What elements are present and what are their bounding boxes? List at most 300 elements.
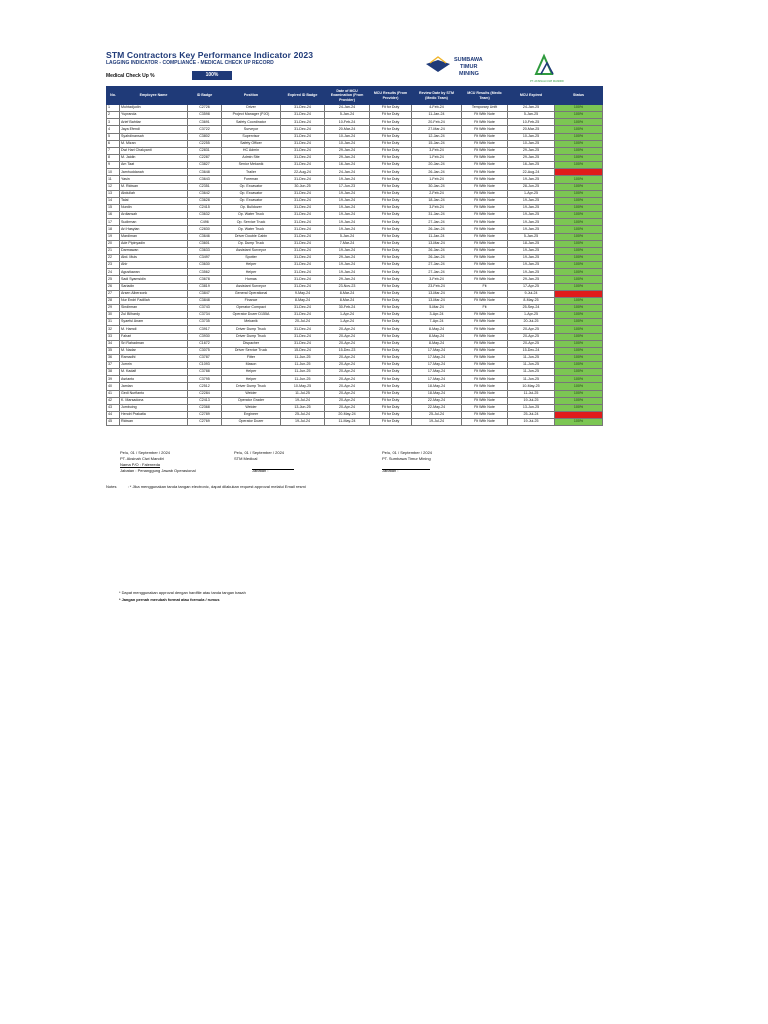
cell-expired-id[interactable]: 31-Dec-24 — [281, 105, 325, 112]
cell-mcu-expired[interactable]: 19-Jan-25 — [508, 262, 555, 269]
cell-mcu-result[interactable]: Fit for Duty — [370, 304, 412, 311]
table-row[interactable] — [107, 376, 603, 383]
table-row[interactable] — [107, 240, 603, 247]
cell-employee-name[interactable]: Jamlan — [120, 383, 188, 390]
table-row[interactable] — [107, 133, 603, 140]
cell-mcu-date[interactable]: 20-Apr-24 — [325, 340, 370, 347]
cell-mcu-expired[interactable]: 8-May-25 — [508, 297, 555, 304]
cell-review-date[interactable]: 3-Feb-24 — [412, 147, 462, 154]
cell-status[interactable] — [555, 412, 603, 419]
cell-mcu-expired[interactable]: 10-May-25 — [508, 383, 555, 390]
cell-employee-name[interactable]: Arsen Alberzonk — [120, 290, 188, 297]
table-row[interactable] — [107, 197, 603, 204]
cell-review-date[interactable]: 3-Apr-24 — [412, 312, 462, 319]
cell-medic-result[interactable]: Fit With Note — [462, 240, 508, 247]
cell-status[interactable]: 100% — [555, 326, 603, 333]
cell-review-date[interactable]: 3-Feb-24 — [412, 204, 462, 211]
cell-position[interactable]: HC Admin — [222, 147, 281, 154]
cell-review-date[interactable]: 17-May-24 — [412, 354, 462, 361]
cell-review-date[interactable]: 1-Feb-24 — [412, 176, 462, 183]
cell-review-date[interactable]: 23-Feb-24 — [412, 283, 462, 290]
cell-expired-id[interactable]: 31-Dec-24 — [281, 254, 325, 261]
cell-status[interactable]: 100% — [555, 283, 603, 290]
cell-expired-id[interactable]: 31-Dec-24 — [281, 140, 325, 147]
cell-employee-name[interactable]: Talal — [120, 197, 188, 204]
cell-id-badge[interactable]: C3848 — [188, 297, 222, 304]
table-row[interactable] — [107, 297, 603, 304]
cell-review-date[interactable]: 22-May-24 — [412, 404, 462, 411]
cell-medic-result[interactable]: Fit With Note — [462, 319, 508, 326]
cell-mcu-date[interactable]: 20-Apr-24 — [325, 369, 370, 376]
cell-medic-result[interactable]: Fit With Note — [462, 340, 508, 347]
table-row[interactable] — [107, 233, 603, 240]
cell-mcu-expired[interactable]: 11-Jun-25 — [508, 369, 555, 376]
cell-mcu-expired[interactable]: 19-Jan-25 — [508, 254, 555, 261]
cell-mcu-date[interactable]: 19-Jan-24 — [325, 219, 370, 226]
cell-id-badge[interactable]: C3643 — [188, 176, 222, 183]
cell-review-date[interactable]: 17-May-24 — [412, 347, 462, 354]
cell-id-badge[interactable]: C1093 — [188, 362, 222, 369]
cell-id-badge[interactable]: C3787 — [188, 354, 222, 361]
cell-no[interactable]: 8 — [107, 154, 120, 161]
cell-mcu-result[interactable]: Fit for Duty — [370, 362, 412, 369]
cell-mcu-result[interactable]: Fit for Duty — [370, 404, 412, 411]
cell-mcu-result[interactable]: Fit for Duty — [370, 383, 412, 390]
table-row[interactable] — [107, 176, 603, 183]
cell-id-badge[interactable]: C2415 — [188, 204, 222, 211]
cell-no[interactable]: 4 — [107, 126, 120, 133]
cell-mcu-date[interactable]: 20-Apr-24 — [325, 326, 370, 333]
cell-status[interactable]: 100% — [555, 147, 603, 154]
cell-id-badge[interactable]: C3678 — [188, 276, 222, 283]
cell-no[interactable]: 39 — [107, 376, 120, 383]
cell-no[interactable]: 16 — [107, 212, 120, 219]
cell-mcu-expired[interactable]: 29-Jan-25 — [508, 147, 555, 154]
cell-position[interactable]: Driver Dump Truck — [222, 333, 281, 340]
cell-status[interactable]: 100% — [555, 112, 603, 119]
table-row[interactable] — [107, 319, 603, 326]
cell-medic-result[interactable]: Fit With Note — [462, 404, 508, 411]
cell-status[interactable]: 100% — [555, 369, 603, 376]
cell-review-date[interactable]: 27-Mar-24 — [412, 126, 462, 133]
cell-status[interactable]: 100% — [555, 219, 603, 226]
cell-review-date[interactable]: 1-Feb-24 — [412, 154, 462, 161]
cell-status[interactable]: 100% — [555, 119, 603, 126]
cell-position[interactable]: Mason — [222, 362, 281, 369]
cell-mcu-expired[interactable]: 19-Jan-25 — [508, 247, 555, 254]
table-row[interactable] — [107, 304, 603, 311]
cell-id-badge[interactable]: C3735 — [188, 319, 222, 326]
cell-position[interactable]: Senior Mekanik — [222, 162, 281, 169]
col-header-status[interactable]: Status — [555, 87, 603, 105]
col-header-position[interactable]: Position — [222, 87, 281, 105]
cell-employee-name[interactable]: Jaya Efendi — [120, 126, 188, 133]
cell-id-badge[interactable]: C3648 — [188, 169, 222, 176]
cell-status[interactable]: 100% — [555, 383, 603, 390]
cell-id-badge[interactable]: C3802 — [188, 133, 222, 140]
cell-medic-result[interactable]: Fit With Note — [462, 176, 508, 183]
cell-employee-name[interactable]: Yasin — [120, 176, 188, 183]
cell-mcu-date[interactable]: 1-Apr-24 — [325, 319, 370, 326]
cell-id-badge[interactable]: C3628 — [188, 197, 222, 204]
col-header-id[interactable]: ID Badge — [188, 87, 222, 105]
cell-medic-result[interactable]: Fit — [462, 304, 508, 311]
cell-mcu-result[interactable]: Fit for Duty — [370, 140, 412, 147]
cell-status[interactable]: 100% — [555, 247, 603, 254]
cell-employee-name[interactable]: Sri Rahadman — [120, 340, 188, 347]
cell-mcu-result[interactable]: Fit for Duty — [370, 204, 412, 211]
cell-position[interactable]: Driver Dump Truck — [222, 383, 281, 390]
cell-id-badge[interactable]: C3598 — [188, 112, 222, 119]
cell-mcu-result[interactable]: Fit for Duty — [370, 183, 412, 190]
cell-mcu-date[interactable]: 24-Jan-24 — [325, 105, 370, 112]
table-row[interactable] — [107, 383, 603, 390]
table-row[interactable] — [107, 126, 603, 133]
col-header-medic-results[interactable]: MCU Results (Medic Team) — [462, 87, 508, 105]
cell-id-badge[interactable]: C3722 — [188, 126, 222, 133]
cell-medic-result[interactable]: Fit With Note — [462, 269, 508, 276]
cell-status[interactable]: 100% — [555, 197, 603, 204]
cell-medic-result[interactable]: Fit With Note — [462, 169, 508, 176]
cell-medic-result[interactable]: Fit With Note — [462, 197, 508, 204]
cell-status[interactable]: 100% — [555, 354, 603, 361]
cell-expired-id[interactable]: 31-Dec-24 — [281, 247, 325, 254]
cell-mcu-date[interactable]: 1-Apr-24 — [325, 312, 370, 319]
cell-no[interactable]: 17 — [107, 219, 120, 226]
cell-no[interactable]: 19 — [107, 233, 120, 240]
cell-id-badge[interactable]: C2769 — [188, 419, 222, 426]
cell-employee-name[interactable]: Ari Hasyian — [120, 226, 188, 233]
cell-employee-name[interactable]: Yupranda — [120, 112, 188, 119]
col-header-mcu-results[interactable]: MCU Results (From Provider) — [370, 87, 412, 105]
cell-expired-id[interactable]: 31-Dec-24 — [281, 126, 325, 133]
cell-no[interactable]: 18 — [107, 226, 120, 233]
cell-employee-name[interactable]: Ridwan — [120, 419, 188, 426]
cell-medic-result[interactable]: Fit With Note — [462, 126, 508, 133]
cell-mcu-expired[interactable]: 16-Jan-25 — [508, 162, 555, 169]
cell-status[interactable]: 100% — [555, 397, 603, 404]
cell-mcu-date[interactable]: 15-Dec-23 — [325, 347, 370, 354]
cell-position[interactable]: Mekanik — [222, 319, 281, 326]
table-row[interactable] — [107, 269, 603, 276]
cell-expired-id[interactable]: 30-Jun-25 — [281, 183, 325, 190]
cell-status[interactable]: 100% — [555, 233, 603, 240]
cell-mcu-result[interactable]: Fit for Duty — [370, 254, 412, 261]
cell-mcu-result[interactable]: Fit for Duty — [370, 340, 412, 347]
cell-employee-name[interactable]: M. Kadafi — [120, 369, 188, 376]
cell-medic-result[interactable]: Fit With Note — [462, 147, 508, 154]
table-row[interactable] — [107, 247, 603, 254]
cell-no[interactable]: 1 — [107, 105, 120, 112]
cell-no[interactable]: 20 — [107, 240, 120, 247]
cell-id-badge[interactable]: C3743 — [188, 304, 222, 311]
cell-medic-result[interactable]: Fit With Note — [462, 204, 508, 211]
cell-position[interactable]: Driver Double Cabin — [222, 233, 281, 240]
cell-expired-id[interactable]: 31-Dec-24 — [281, 190, 325, 197]
cell-mcu-expired[interactable]: 25-Jul-24 — [508, 412, 555, 419]
cell-employee-name[interactable]: K. Marsadona — [120, 397, 188, 404]
cell-mcu-result[interactable]: Fit for Duty — [370, 126, 412, 133]
cell-id-badge[interactable]: C3075 — [188, 347, 222, 354]
cell-position[interactable]: Operator Dozer D155A — [222, 312, 281, 319]
cell-status[interactable]: 100% — [555, 126, 603, 133]
cell-position[interactable]: Operator Grader — [222, 397, 281, 404]
cell-no[interactable]: 15 — [107, 204, 120, 211]
cell-review-date[interactable]: 18-May-24 — [412, 390, 462, 397]
table-row[interactable] — [107, 362, 603, 369]
cell-review-date[interactable]: 12-Jan-24 — [412, 133, 462, 140]
cell-expired-id[interactable]: 11-Jun-25 — [281, 369, 325, 376]
cell-medic-result[interactable]: Fit With Note — [462, 119, 508, 126]
cell-expired-id[interactable]: 31-Dec-24 — [281, 219, 325, 226]
cell-mcu-expired[interactable]: 24-Jan-25 — [508, 105, 555, 112]
cell-mcu-date[interactable]: 16-Jan-24 — [325, 162, 370, 169]
cell-no[interactable]: 40 — [107, 383, 120, 390]
cell-mcu-result[interactable]: Fit for Duty — [370, 105, 412, 112]
table-row[interactable] — [107, 312, 603, 319]
cell-no[interactable]: 28 — [107, 297, 120, 304]
cell-employee-name[interactable]: M. Hamdi — [120, 326, 188, 333]
cell-mcu-result[interactable]: Fit for Duty — [370, 240, 412, 247]
cell-no[interactable]: 5 — [107, 133, 120, 140]
cell-id-badge[interactable]: C3795 — [188, 376, 222, 383]
cell-position[interactable]: Helper — [222, 369, 281, 376]
cell-mcu-expired[interactable]: 19-Jan-25 — [508, 204, 555, 211]
table-row[interactable] — [107, 326, 603, 333]
cell-no[interactable]: 3 — [107, 119, 120, 126]
cell-id-badge[interactable]: C3601 — [188, 240, 222, 247]
cell-medic-result[interactable]: Fit With Note — [462, 390, 508, 397]
cell-medic-result[interactable]: Fit With Note — [462, 397, 508, 404]
cell-review-date[interactable]: 25-Jul-24 — [412, 412, 462, 419]
cell-mcu-date[interactable]: 20-Apr-24 — [325, 383, 370, 390]
cell-expired-id[interactable]: 31-Dec-24 — [281, 340, 325, 347]
cell-medic-result[interactable]: Fit With Note — [462, 219, 508, 226]
cell-medic-result[interactable]: Fit With Note — [462, 297, 508, 304]
cell-expired-id[interactable]: 31-Dec-24 — [281, 262, 325, 269]
table-row[interactable] — [107, 397, 603, 404]
col-header-review-date[interactable]: Review Date by STM (Medic Team) — [412, 87, 462, 105]
cell-id-badge[interactable]: C3646 — [188, 233, 222, 240]
cell-medic-result[interactable]: Fit With Note — [462, 212, 508, 219]
cell-mcu-expired[interactable]: 19-Jan-25 — [508, 226, 555, 233]
cell-status[interactable]: 100% — [555, 162, 603, 169]
cell-mcu-expired[interactable]: 19-Jan-25 — [508, 219, 555, 226]
cell-no[interactable]: 36 — [107, 354, 120, 361]
cell-expired-id[interactable]: 31-Dec-24 — [281, 276, 325, 283]
cell-mcu-date[interactable]: 20-Apr-24 — [325, 390, 370, 397]
cell-status[interactable]: 100% — [555, 154, 603, 161]
cell-id-badge[interactable]: C2287 — [188, 154, 222, 161]
cell-mcu-result[interactable]: Fit for Duty — [370, 276, 412, 283]
cell-expired-id[interactable]: 11-Jun-25 — [281, 354, 325, 361]
cell-employee-name[interactable]: Sadi Syamsidin — [120, 276, 188, 283]
cell-mcu-result[interactable]: Fit for Duty — [370, 283, 412, 290]
cell-medic-result[interactable]: Fit With Note — [462, 226, 508, 233]
cell-medic-result[interactable]: Fit With Note — [462, 369, 508, 376]
cell-employee-name[interactable]: Ade Pipinyadin — [120, 240, 188, 247]
cell-mcu-expired[interactable]: 11-Jun-25 — [508, 376, 555, 383]
cell-status[interactable]: 100% — [555, 376, 603, 383]
cell-medic-result[interactable]: Fit With Note — [462, 290, 508, 297]
cell-position[interactable]: Fitter — [222, 354, 281, 361]
table-row[interactable] — [107, 290, 603, 297]
cell-medic-result[interactable]: Fit With Note — [462, 312, 508, 319]
cell-position[interactable]: Engineer — [222, 412, 281, 419]
cell-mcu-expired[interactable]: 5-Jan-25 — [508, 233, 555, 240]
cell-status[interactable]: 100% — [555, 262, 603, 269]
cell-review-date[interactable]: 8-May-24 — [412, 326, 462, 333]
cell-medic-result[interactable]: Fit With Note — [462, 140, 508, 147]
cell-mcu-result[interactable]: Fit for Duty — [370, 119, 412, 126]
cell-review-date[interactable]: 26-Jan-24 — [412, 226, 462, 233]
cell-medic-result[interactable]: Fit With Note — [462, 347, 508, 354]
cell-medic-result[interactable]: Fit With Note — [462, 354, 508, 361]
table-row[interactable] — [107, 254, 603, 261]
cell-employee-name[interactable]: Dwi Hari Chakyanti — [120, 147, 188, 154]
cell-employee-name[interactable]: Sindirman — [120, 304, 188, 311]
cell-medic-result[interactable]: Fit With Note — [462, 112, 508, 119]
cell-no[interactable]: 42 — [107, 397, 120, 404]
cell-status[interactable]: 100% — [555, 176, 603, 183]
table-row[interactable] — [107, 226, 603, 233]
cell-mcu-result[interactable]: Fit for Duty — [370, 112, 412, 119]
cell-medic-result[interactable]: Fit With Note — [462, 383, 508, 390]
cell-employee-name[interactable]: Am Taat — [120, 162, 188, 169]
cell-expired-id[interactable]: 31-Dec-24 — [281, 147, 325, 154]
cell-status[interactable] — [555, 290, 603, 297]
cell-no[interactable]: 32 — [107, 326, 120, 333]
cell-expired-id[interactable]: 11-Jun-25 — [281, 362, 325, 369]
cell-position[interactable]: Op. Excavator — [222, 183, 281, 190]
cell-mcu-result[interactable]: Fit for Duty — [370, 233, 412, 240]
cell-mcu-result[interactable]: Fit for Duty — [370, 369, 412, 376]
cell-expired-id[interactable]: 8-May-24 — [281, 297, 325, 304]
cell-expired-id[interactable]: 31-Dec-24 — [281, 269, 325, 276]
cell-expired-id[interactable]: 19-Jul-24 — [281, 397, 325, 404]
cell-employee-name[interactable]: Gedi Nurfianto — [120, 390, 188, 397]
cell-mcu-expired[interactable]: 19-Jan-25 — [508, 197, 555, 204]
cell-position[interactable]: Operator Dozer — [222, 419, 281, 426]
table-row[interactable] — [107, 154, 603, 161]
cell-employee-name[interactable]: Darmawan — [120, 247, 188, 254]
cell-mcu-result[interactable]: Fit for Duty — [370, 326, 412, 333]
cell-mcu-date[interactable]: 5-Jan-24 — [325, 112, 370, 119]
cell-position[interactable]: Admin Site — [222, 154, 281, 161]
cell-mcu-result[interactable]: Fit for Duty — [370, 347, 412, 354]
cell-mcu-date[interactable]: 20-Apr-24 — [325, 404, 370, 411]
col-header-expired-id[interactable]: Expired ID Badge — [281, 87, 325, 105]
cell-status[interactable]: 100% — [555, 319, 603, 326]
table-row[interactable] — [107, 412, 603, 419]
cell-mcu-date[interactable]: 19-Jan-24 — [325, 197, 370, 204]
cell-no[interactable]: 7 — [107, 147, 120, 154]
cell-mcu-date[interactable]: 19-Jan-24 — [325, 212, 370, 219]
cell-employee-name[interactable]: Fahari — [120, 333, 188, 340]
cell-mcu-expired[interactable]: 1-Apr-25 — [508, 312, 555, 319]
cell-mcu-expired[interactable]: 20-Apr-25 — [508, 340, 555, 347]
cell-expired-id[interactable]: 31-Dec-24 — [281, 240, 325, 247]
cell-no[interactable]: 10 — [107, 169, 120, 176]
cell-review-date[interactable]: 5-Mar-24 — [412, 304, 462, 311]
cell-no[interactable]: 2 — [107, 112, 120, 119]
table-row[interactable] — [107, 219, 603, 226]
cell-id-badge[interactable]: C2831 — [188, 147, 222, 154]
cell-medic-result[interactable]: Fit With Note — [462, 190, 508, 197]
cell-mcu-expired[interactable]: 18-Jan-25 — [508, 240, 555, 247]
cell-expired-id[interactable]: 31-Dec-24 — [281, 154, 325, 161]
cell-employee-name[interactable]: Arief Bahtiar — [120, 119, 188, 126]
cell-medic-result[interactable]: Fit With Note — [462, 362, 508, 369]
cell-id-badge[interactable]: C3734 — [188, 312, 222, 319]
cell-employee-name[interactable]: Asrianto — [120, 376, 188, 383]
cell-expired-id[interactable]: 9-May-24 — [281, 290, 325, 297]
cell-status[interactable]: 100% — [555, 312, 603, 319]
cell-review-date[interactable]: 22-May-24 — [412, 397, 462, 404]
cell-mcu-date[interactable]: 19-Jan-24 — [325, 176, 370, 183]
cell-no[interactable]: 35 — [107, 347, 120, 354]
cell-id-badge[interactable]: C2726 — [188, 105, 222, 112]
cell-position[interactable]: Supervisor — [222, 133, 281, 140]
cell-medic-result[interactable]: Fit With Note — [462, 376, 508, 383]
cell-mcu-date[interactable]: 29-Jan-24 — [325, 147, 370, 154]
cell-position[interactable]: Operator Compact — [222, 304, 281, 311]
table-row[interactable] — [107, 212, 603, 219]
cell-status[interactable]: 100% — [555, 340, 603, 347]
cell-no[interactable]: 24 — [107, 269, 120, 276]
cell-status[interactable]: 100% — [555, 362, 603, 369]
cell-employee-name[interactable]: Hendri Prakatia — [120, 412, 188, 419]
cell-mcu-date[interactable]: 7-Mar-24 — [325, 240, 370, 247]
cell-position[interactable]: Welder — [222, 404, 281, 411]
cell-review-date[interactable]: 31-Jan-24 — [412, 212, 462, 219]
cell-expired-id[interactable]: 31-Dec-24 — [281, 162, 325, 169]
cell-position[interactable]: Op. Bulldozer — [222, 204, 281, 211]
cell-medic-result[interactable]: Fit With Note — [462, 233, 508, 240]
cell-expired-id[interactable]: 22-Aug-24 — [281, 169, 325, 176]
cell-mcu-result[interactable]: Fit for Duty — [370, 290, 412, 297]
cell-employee-name[interactable]: Mardiman — [120, 233, 188, 240]
cell-employee-name[interactable]: Muhtadjudin — [120, 105, 188, 112]
cell-no[interactable]: 37 — [107, 362, 120, 369]
table-row[interactable] — [107, 369, 603, 376]
cell-medic-result[interactable]: Fit With Note — [462, 247, 508, 254]
cell-mcu-expired[interactable]: 19-Jan-25 — [508, 269, 555, 276]
cell-mcu-expired[interactable]: 15-Dec-24 — [508, 347, 555, 354]
cell-position[interactable]: Safety Officer — [222, 140, 281, 147]
cell-expired-id[interactable]: 11-Jun-25 — [281, 376, 325, 383]
cell-position[interactable]: Helper — [222, 262, 281, 269]
cell-review-date[interactable]: 11-Jan-24 — [412, 233, 462, 240]
cell-mcu-result[interactable]: Fit for Duty — [370, 319, 412, 326]
cell-status[interactable]: 100% — [555, 254, 603, 261]
table-row[interactable] — [107, 183, 603, 190]
cell-expired-id[interactable]: 25-Jul-24 — [281, 412, 325, 419]
cell-position[interactable]: Humas — [222, 276, 281, 283]
table-row[interactable] — [107, 105, 603, 112]
cell-status[interactable] — [555, 169, 603, 176]
cell-status[interactable]: 100% — [555, 347, 603, 354]
cell-review-date[interactable]: 11-Jan-24 — [412, 112, 462, 119]
cell-expired-id[interactable]: 31-Dec-24 — [281, 304, 325, 311]
cell-mcu-result[interactable]: Fit for Duty — [370, 226, 412, 233]
cell-employee-name[interactable]: M. Ridwan — [120, 183, 188, 190]
cell-id-badge[interactable]: C3691 — [188, 119, 222, 126]
cell-id-badge[interactable]: C3633 — [188, 247, 222, 254]
cell-review-date[interactable]: 8-May-24 — [412, 333, 462, 340]
cell-mcu-result[interactable]: Fit for Duty — [370, 147, 412, 154]
cell-expired-id[interactable]: 31-Dec-24 — [281, 326, 325, 333]
